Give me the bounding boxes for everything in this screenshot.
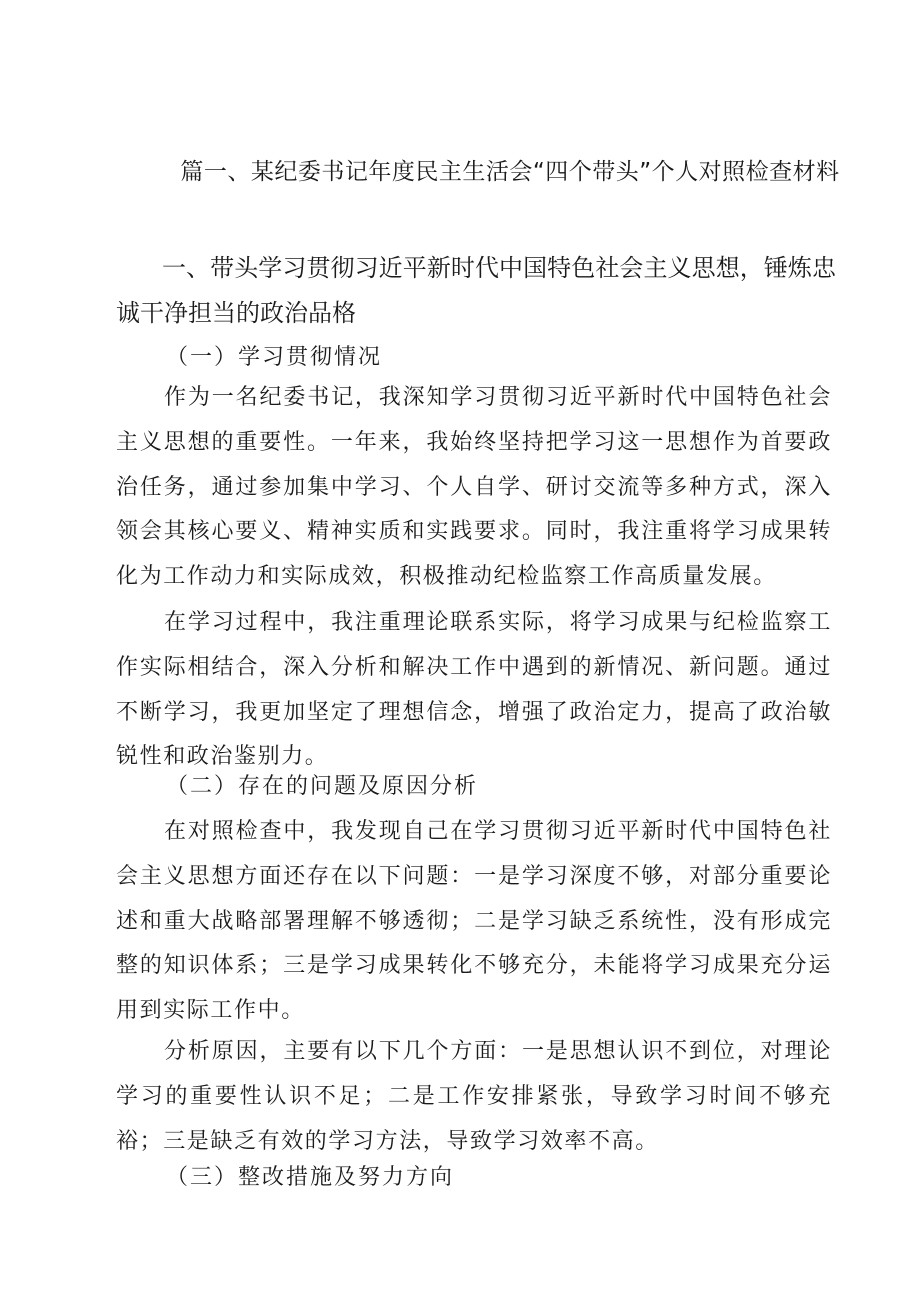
- subheading-rectification: （三）整改措施及努力方向: [166, 1165, 455, 1190]
- subheading-study-situation: （一）学习贯彻情况: [166, 345, 383, 370]
- document-title: 篇一、某纪委书记年度民主生活会“四个带头”个人对照检查材料: [180, 159, 840, 185]
- paragraph: 在对照检查中，我发现自己在学习贯彻习近平新时代中国特色社会主义思想方面还存在以下问题：一是学习深度不够，对部分重要论述和重大战略部署理解不够透彻；二是学习缺乏系统性，没有形成完整的知识体系；三是学习成果转化不够充分，未能将学习成果充分运用到实际工作中。: [116, 819, 832, 1024]
- subheading-problems-analysis: （二）存在的问题及原因分析: [166, 774, 479, 799]
- paragraph: 作为一名纪委书记，我深知学习贯彻习近平新时代中国特色社会主义思想的重要性。一年来，我始终坚持把学习这一思想作为首要政治任务，通过参加集中学习、个人自学、研讨交流等多种方式，深入领会其核心要义、精神实质和实践要求。同时，我注重将学习成果转化为工作动力和实际成效，积极推动纪检监察工作高质量发展。: [116, 385, 832, 590]
- paragraph: 在学习过程中，我注重理论联系实际，将学习成果与纪检监察工作实际相结合，深入分析和解决工作中遇到的新情况、新问题。通过不断学习，我更加坚定了理想信念，增强了政治定力，提高了政治敏锐性和政治鉴别力。: [116, 610, 832, 770]
- paragraph: 分析原因，主要有以下几个方面：一是思想认识不到位，对理论学习的重要性认识不足；二是工作安排紧张，导致学习时间不够充裕；三是缺乏有效的学习方法，导致学习效率不高。: [116, 1039, 832, 1154]
- section-heading: 一、带头学习贯彻习近平新时代中国特色社会主义思想，锤炼忠诚干净担当的政治品格: [116, 254, 836, 327]
